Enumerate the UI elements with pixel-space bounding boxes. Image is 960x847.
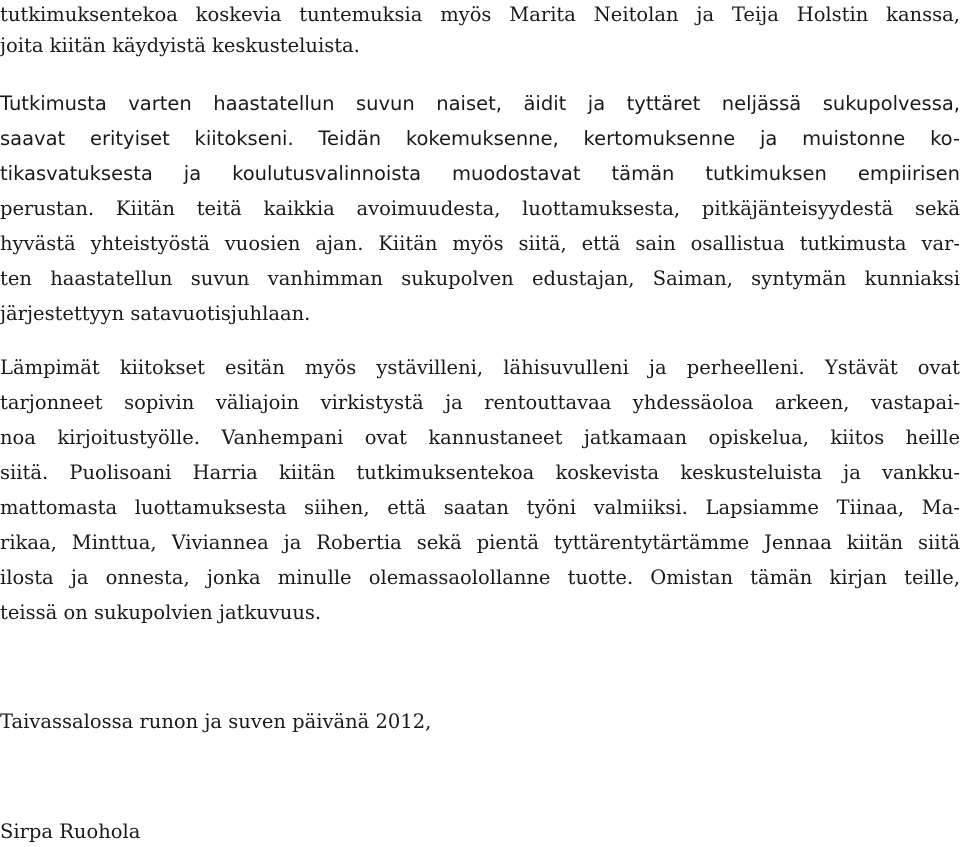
paragraph-1-line-2: joita kiitän käydyistä keskusteluista.: [0, 34, 360, 57]
paragraph-2-line-5: hyvästä yhteistyöstä vuosien ajan. Kiitän myös siitä, että sain osallistua tutkimusta var-: [0, 232, 960, 255]
paragraph-2-line-2: saavat erityiset kiitokseni. Teidän kokemuksenne, kertomuksenne ja muistonne ko-: [0, 127, 960, 150]
paragraph-2-line-1: Tutkimusta varten haastatellun suvun naiset, äidit ja tyttäret neljässä sukupolvessa,: [0, 92, 960, 115]
paragraph-3-line-4: siitä. Puolisoani Harria kiitän tutkimuksentekoa koskevista keskusteluista ja vankku-: [0, 461, 960, 484]
closing-signature: Sirpa Ruohola: [0, 820, 141, 843]
paragraph-3-line-5: mattomasta luottamuksesta siihen, että saatan työni valmiiksi. Lapsiamme Tiinaa, Ma-: [0, 496, 960, 519]
paragraph-2-line-6: ten haastatellun suvun vanhimman sukupolven edustajan, Saiman, syntymän kunniaksi: [0, 267, 960, 290]
paragraph-3-line-7: ilosta ja onnesta, jonka minulle olemassaolollanne tuotte. Omistan tämän kirjan teille,: [0, 566, 960, 589]
paragraph-1-line-1: tutkimuksentekoa koskevia tuntemuksia myös Marita Neitolan ja Teija Holstin kanssa,: [0, 3, 960, 26]
paragraph-3-line-1: Lämpimät kiitokset esitän myös ystävilleni, lähisuvulleni ja perheelleni. Ystävät ovat: [0, 356, 960, 379]
paragraph-2-line-3: tikasvatuksesta ja koulutusvalinnoista muodostavat tämän tutkimuksen empiirisen: [0, 162, 960, 185]
paragraph-3-line-3: noa kirjoitustyölle. Vanhempani ovat kannustaneet jatkamaan opiskelua, kiitos heille: [0, 426, 960, 449]
paragraph-2-line-7: järjestettyyn satavuotisjuhlaan.: [0, 302, 311, 325]
paragraph-3-line-2: tarjonneet sopivin väliajoin virkistystä ja rentouttavaa yhdessäoloa arkeen, vastapai-: [0, 391, 960, 414]
paragraph-3-line-6: rikaa, Minttua, Viviannea ja Robertia sekä pientä tyttärentytärtämme Jennaa kiitän siitä: [0, 531, 960, 554]
closing-place-date: Taivassalossa runon ja suven päivänä 2012,: [0, 710, 432, 733]
paragraph-3-line-8: teissä on sukupolvien jatkuvuus.: [0, 601, 322, 624]
paragraph-2-line-4: perustan. Kiitän teitä kaikkia avoimuudesta, luottamuksesta, pitkäjänteisyydestä sekä: [0, 197, 960, 220]
